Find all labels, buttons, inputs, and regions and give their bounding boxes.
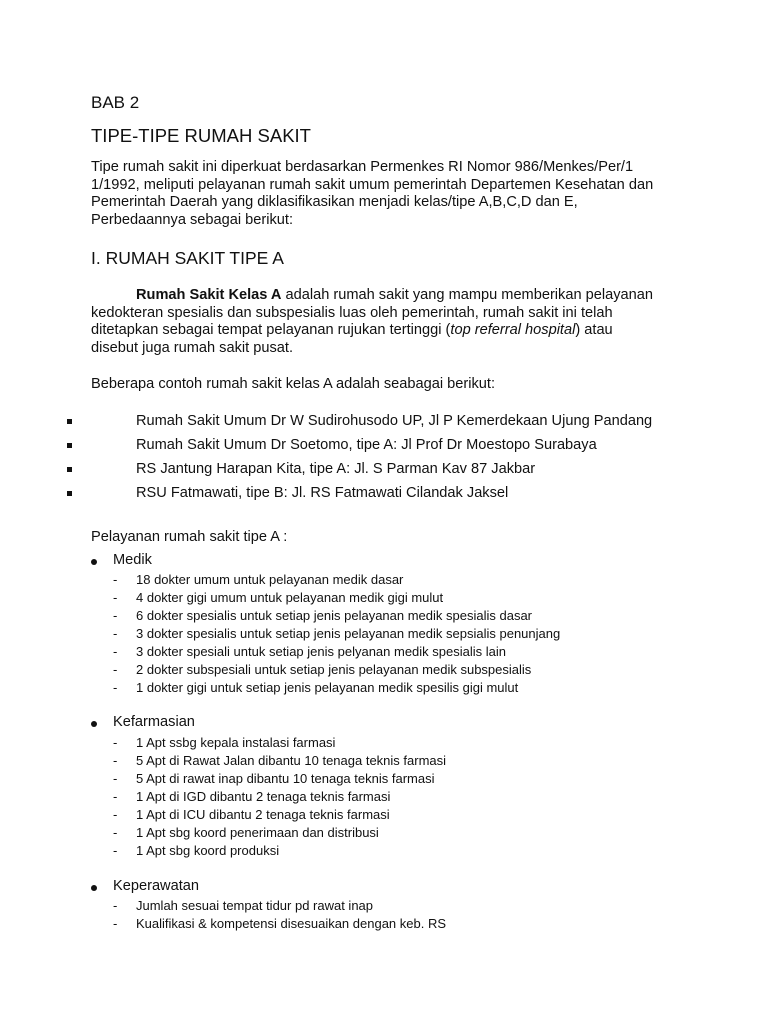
round-bullet-icon xyxy=(91,885,97,891)
list-item-text: 1 Apt sbg koord produksi xyxy=(136,843,280,858)
group-label: Keperawatan xyxy=(113,878,200,894)
dash-bullet: - xyxy=(113,572,118,587)
definition-line: disebut juga rumah sakit pusat. xyxy=(91,339,293,356)
dash-bullet: - xyxy=(113,644,118,659)
group-label: Medik xyxy=(113,552,152,568)
square-bullet-icon xyxy=(67,443,72,448)
list-item-text: 18 dokter umum untuk pelayanan medik dasar xyxy=(136,572,404,587)
dash-bullet: - xyxy=(113,771,118,786)
list-item-text: 4 dokter gigi umum untuk pelayanan medik gigi mulut xyxy=(136,590,444,605)
dash-bullet: - xyxy=(113,753,118,768)
dash-bullet: - xyxy=(113,590,118,605)
list-item xyxy=(0,825,768,843)
list-item-text: 5 Apt di rawat inap dibantu 10 tenaga teknis farmasi xyxy=(136,771,435,786)
list-item-text: 5 Apt di Rawat Jalan dibantu 10 tenaga teknis farmasi xyxy=(136,753,447,768)
intro-line: 1/1992, meliputi pelayanan rumah sakit umum pemerintah Departemen Kesehatan dan xyxy=(91,176,654,193)
definition-line: kedokteran spesialis dan subspesialis luas oleh pemerintah, rumah sakit ini telah xyxy=(91,304,613,321)
list-item xyxy=(0,771,768,789)
list-item xyxy=(0,680,768,698)
chapter-title: TIPE-TIPE RUMAH SAKIT xyxy=(91,125,311,146)
list-item-text: 3 dokter spesiali untuk setiap jenis pelyanan medik spesialis lain xyxy=(136,644,506,659)
list-item xyxy=(0,437,768,461)
intro-line: Tipe rumah sakit ini diperkuat berdasarkan Permenkes RI Nomor 986/Menkes/Per/1 xyxy=(91,159,634,175)
definition-term: Rumah Sakit Kelas A xyxy=(136,287,282,303)
list-item xyxy=(0,662,768,680)
services-intro: Pelayanan rumah sakit tipe A : xyxy=(91,529,288,545)
list-item-text: 6 dokter spesialis untuk setiap jenis pelayanan medik spesialis dasar xyxy=(136,608,532,623)
chapter-label: BAB 2 xyxy=(91,93,140,112)
list-item-text: Rumah Sakit Umum Dr Soetomo, tipe A: Jl Prof Dr Moestopo Surabaya xyxy=(136,437,597,453)
list-item xyxy=(0,843,768,861)
examples-intro: Beberapa contoh rumah sakit kelas A adalah seabagai berikut: xyxy=(91,376,496,392)
dash-bullet: - xyxy=(113,843,118,858)
dash-bullet: - xyxy=(113,662,118,677)
list-item xyxy=(0,735,768,753)
list-item xyxy=(0,413,768,437)
intro-line: Perbedaannya sebagai berikut: xyxy=(91,211,294,228)
group-label: Kefarmasian xyxy=(113,714,195,730)
list-item xyxy=(0,898,768,916)
list-item-text: 1 Apt di ICU dibantu 2 tenaga teknis farmasi xyxy=(136,807,390,822)
square-bullet-icon xyxy=(67,491,72,496)
list-item-text: 2 dokter subspesiali untuk setiap jenis pelayanan medik subspesialis xyxy=(136,662,532,677)
definition-text: adalah rumah sakit yang mampu memberikan pelayanan xyxy=(281,287,653,303)
round-bullet-icon xyxy=(91,559,97,565)
list-item xyxy=(0,608,768,626)
list-item-text: Rumah Sakit Umum Dr W Sudirohusodo UP, Jl P Kemerdekaan Ujung Pandang xyxy=(136,413,653,429)
definition-italic-term: top referral hospital xyxy=(450,322,576,339)
definition-text: ) atau xyxy=(575,322,613,339)
dash-bullet: - xyxy=(113,735,118,750)
list-item xyxy=(0,461,768,485)
definition-line xyxy=(91,287,653,305)
square-bullet-icon xyxy=(67,467,72,472)
dash-bullet: - xyxy=(113,680,118,695)
list-item-text: Kualifikasi & kompetensi disesuaikan dengan keb. RS xyxy=(136,916,447,931)
list-item-text: 1 dokter gigi untuk setiap jenis pelayanan medik spesilis gigi mulut xyxy=(136,680,519,695)
list-item-text: RS Jantung Harapan Kita, tipe A: Jl. S Parman Kav 87 Jakbar xyxy=(136,461,536,477)
section-heading: I. RUMAH SAKIT TIPE A xyxy=(91,248,284,268)
list-item-text: 1 Apt sbg koord penerimaan dan distribusi xyxy=(136,825,379,840)
dash-bullet: - xyxy=(113,807,118,822)
list-item xyxy=(0,753,768,771)
dash-bullet: - xyxy=(113,898,118,913)
intro-paragraph xyxy=(91,159,741,229)
list-item xyxy=(0,626,768,644)
list-item-text: RSU Fatmawati, tipe B: Jl. RS Fatmawati Cilandak Jaksel xyxy=(136,485,509,501)
list-item-text: 1 Apt ssbg kepala instalasi farmasi xyxy=(136,735,336,750)
list-item xyxy=(0,485,768,509)
dash-bullet: - xyxy=(113,825,118,840)
definition-text: ditetapkan sebagai tempat pelayanan rujukan tertinggi ( xyxy=(91,322,451,339)
dash-bullet: - xyxy=(113,626,118,641)
list-item-text: Jumlah sesuai tempat tidur pd rawat inap xyxy=(136,898,374,913)
intro-line: Pemerintah Daerah yang diklasifikasikan menjadi kelas/tipe A,B,C,D dan E, xyxy=(91,194,578,211)
dash-bullet: - xyxy=(113,608,118,623)
list-item xyxy=(0,807,768,825)
definition-line xyxy=(91,322,653,340)
list-item xyxy=(0,572,768,590)
definition-paragraph xyxy=(91,287,653,357)
square-bullet-icon xyxy=(67,419,72,424)
round-bullet-icon xyxy=(91,721,97,727)
list-item xyxy=(0,789,768,807)
dash-bullet: - xyxy=(113,789,118,804)
list-item xyxy=(0,644,768,662)
dash-bullet: - xyxy=(113,916,118,931)
list-item-text: 3 dokter spesialis untuk setiap jenis pelayanan medik sepsialis penunjang xyxy=(136,626,561,641)
list-item-text: 1 Apt di IGD dibantu 2 tenaga teknis farmasi xyxy=(136,789,391,804)
list-item xyxy=(0,590,768,608)
list-item xyxy=(0,916,768,934)
